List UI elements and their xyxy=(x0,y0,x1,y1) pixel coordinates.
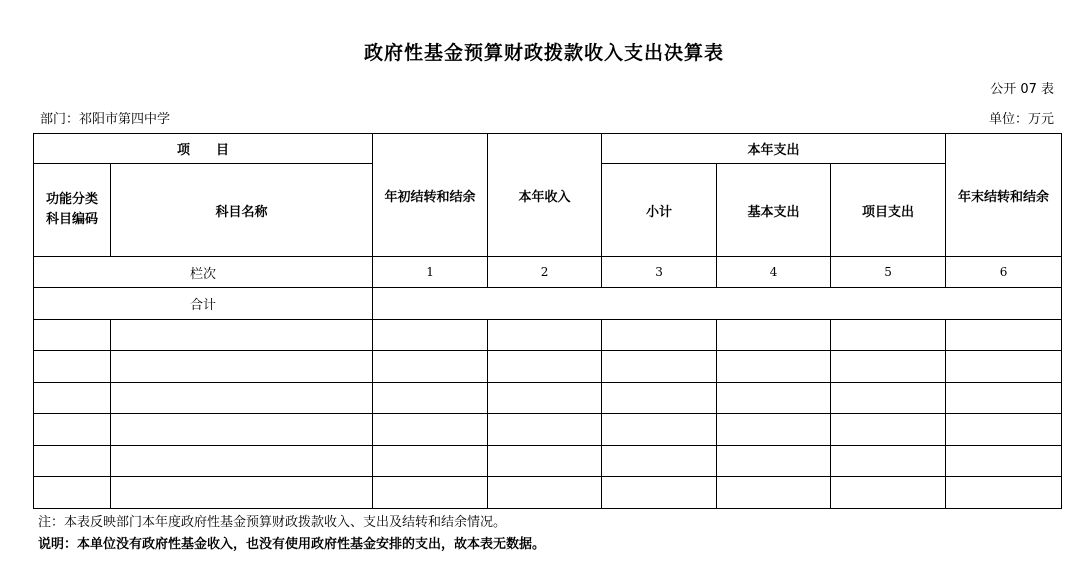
table-cell xyxy=(488,351,602,383)
table-title: 政府性基金预算财政拨款收入支出决算表 xyxy=(363,42,724,64)
table-cell xyxy=(373,477,488,509)
table-cell xyxy=(946,351,1062,383)
table-cell xyxy=(111,351,373,383)
header-income: 本年收入 xyxy=(488,134,602,257)
table-cell xyxy=(946,320,1062,351)
table-cell xyxy=(831,446,946,477)
table-note: 注：本表反映部门本年度政府性基金预算财政拨款收入、支出及结转和结余情况。 xyxy=(38,515,507,530)
column-number: 6 xyxy=(946,257,1062,288)
table-cell xyxy=(831,414,946,446)
table-cell xyxy=(602,351,717,383)
table-cell xyxy=(488,414,602,446)
table-cell xyxy=(717,320,831,351)
table-cell xyxy=(831,477,946,509)
table-cell xyxy=(946,414,1062,446)
total-row xyxy=(34,288,1062,320)
table-cell xyxy=(488,446,602,477)
table-cell xyxy=(373,446,488,477)
table-cell xyxy=(831,383,946,414)
table-cell xyxy=(34,320,111,351)
column-number-row xyxy=(34,257,1062,288)
unit-label: 单位：万元 xyxy=(988,112,1054,127)
table-cell xyxy=(111,383,373,414)
header-basic-expenditure: 基本支出 xyxy=(717,164,831,257)
table-cell xyxy=(373,320,488,351)
table-row xyxy=(34,383,1062,414)
table-cell xyxy=(602,414,717,446)
table-cell xyxy=(34,446,111,477)
table-row xyxy=(34,414,1062,446)
table-cell xyxy=(602,446,717,477)
header-subtotal: 小计 xyxy=(602,164,717,257)
header-subject-name: 科目名称 xyxy=(111,164,373,257)
total-value-cell xyxy=(373,288,1062,320)
department-label: 部门：祁阳市第四中学 xyxy=(40,112,171,127)
table-cell xyxy=(831,320,946,351)
table-cell xyxy=(373,414,488,446)
budget-table xyxy=(33,133,1062,509)
form-number: 公开 07 表 xyxy=(990,82,1054,97)
table-cell xyxy=(602,320,717,351)
column-number: 1 xyxy=(373,257,488,288)
table-cell xyxy=(111,446,373,477)
table-cell xyxy=(34,414,111,446)
table-row xyxy=(34,320,1062,351)
table-cell xyxy=(602,383,717,414)
table-cell xyxy=(717,446,831,477)
table-cell xyxy=(34,477,111,509)
total-label: 合计 xyxy=(34,288,373,320)
table-cell xyxy=(717,477,831,509)
column-number: 2 xyxy=(488,257,602,288)
header-function-code: 功能分类科目编码 xyxy=(34,164,111,257)
column-number: 5 xyxy=(831,257,946,288)
table-cell xyxy=(717,414,831,446)
header-opening-balance: 年初结转和结余 xyxy=(373,134,488,257)
table-row xyxy=(34,477,1062,509)
column-number: 3 xyxy=(602,257,717,288)
header-expenditure: 本年支出 xyxy=(602,134,946,164)
table-cell xyxy=(831,351,946,383)
table-cell xyxy=(111,477,373,509)
table-explanation: 说明：本单位没有政府性基金收入，也没有使用政府性基金安排的支出，故本表无数据。 xyxy=(38,537,546,552)
table-cell xyxy=(602,477,717,509)
table-cell xyxy=(946,477,1062,509)
table-cell xyxy=(111,320,373,351)
table-cell xyxy=(488,477,602,509)
table-cell xyxy=(373,383,488,414)
header-project-expenditure: 项目支出 xyxy=(831,164,946,257)
table-cell xyxy=(34,383,111,414)
table-cell xyxy=(488,320,602,351)
header-project: 项 目 xyxy=(34,134,373,164)
table-row xyxy=(34,446,1062,477)
column-number: 4 xyxy=(717,257,831,288)
table-cell xyxy=(111,414,373,446)
table-cell xyxy=(488,383,602,414)
table-cell xyxy=(946,446,1062,477)
header-closing-balance: 年末结转和结余 xyxy=(946,134,1062,257)
table-cell xyxy=(34,351,111,383)
table-row xyxy=(34,351,1062,383)
table-cell xyxy=(946,383,1062,414)
column-number-label: 栏次 xyxy=(34,257,373,288)
table-cell xyxy=(717,383,831,414)
table-cell xyxy=(717,351,831,383)
table-cell xyxy=(373,351,488,383)
